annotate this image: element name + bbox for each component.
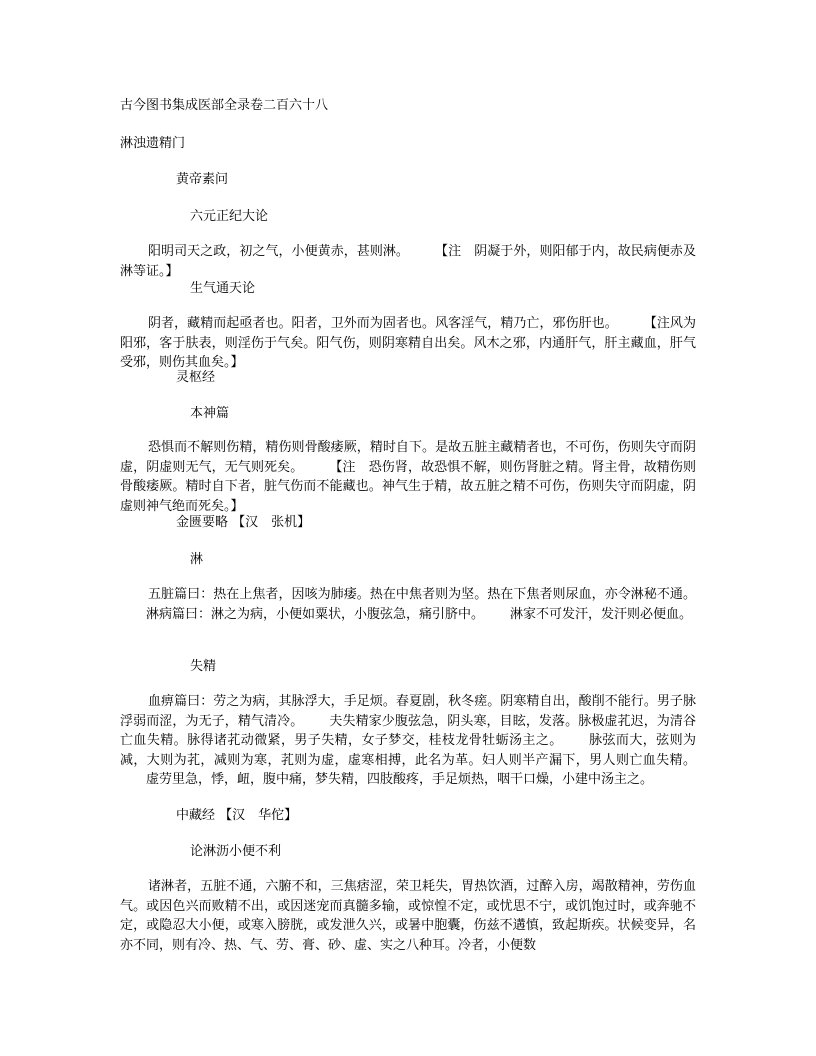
text-paragraph: 阴者，藏精而起亟者也。阳者，卫外而为固者也。风客淫气，精乃亡，邪伤肝也。 【注风为阳邪，客于肤表，则淫伤于气矣。阳气伤，则阴寒精自出矣。风木之邪，内通肝气，肝主藏血，肝气受邪，则伤其血矣。】 — [120, 316, 696, 370]
chapter-heading: 六元正纪大论 — [190, 209, 269, 224]
text-paragraph: 诸淋者，五脏不通，六腑不和，三焦痞涩，荣卫耗失，胃热饮酒，过醉入房，竭散精神，劳伤血气。或因色兴而败精不出，或因迷宠而真髓多输，或惊惶不定，或忧思不宁，或饥饱过时，或奔驰不定，或隐忍大小便，或寒入膀胱，或发泄久兴，或暑中胞囊，伤兹不遘慎，致起斯疾。状候变异，名亦不同，则有冷、热、气、劳、膏、砂、虚、实之八种耳。冷者，小便数 — [120, 879, 696, 953]
commentary-note: 【注风为阳邪，客于肤表，则淫伤于气矣。阳气伤，则阴寒精自出矣。风木之邪，内通肝气，肝主藏血，肝气受邪，则伤其血矣。】 — [120, 316, 696, 370]
chapter-heading: 论淋沥小便不利 — [190, 844, 282, 859]
book-title: 古今图书集成医部全录卷二百六十八 — [120, 98, 329, 113]
source-heading: 金匮要略 【汉 张机】 — [176, 515, 311, 530]
chapter-heading: 淋 — [190, 552, 204, 567]
commentary-note: 【注 阴凝于外，则阳郁于内，故民病便赤及淋等证。】 — [120, 244, 696, 279]
section-title: 淋浊遗精门 — [120, 136, 186, 151]
chapter-heading: 生气通天论 — [190, 281, 256, 296]
commentary-note: 【注 恐伤肾，故恐惧不解，则伤肾脏之精。肾主骨，故精伤则骨酸痿厥。精时自下者，脏气伤而不能藏也。神气生于精，故五脏之精不可伤，伤则失守而阴虚，阴虚则神气绝而死矣。】 — [120, 459, 696, 514]
text-paragraph: 血痹篇曰：劳之为病，其脉浮大，手足烦。春夏剧，秋冬瘥。阴寒精自出，酸削不能行。男子脉浮弱而涩，为无子，精气清冷。 夫失精家少腹弦急，阴头寒，目眩，发落。脉极虚芤迟，为清谷亡血失精。脉得诸芤动微紧，男子失精，女子梦交，桂枝龙骨牡蛎汤主之。 脉弦而大，弦则为减，大则为芤，减则为寒，芤则为虚，虚寒相搏，此名为革。妇人则半产漏下，男人则亡血失精。虚劳里急，悸，衄，腹中痛，梦失精，四肢酸疼，手足烦热，咽干口燥，小建中汤主之。 — [120, 694, 696, 787]
chapter-heading: 失精 — [190, 659, 217, 674]
source-heading: 中藏经 【汉 华佗】 — [176, 808, 298, 823]
source-heading: 黄帝素问 — [176, 172, 229, 187]
text-paragraph: 阳明司天之政，初之气，小便黄赤，甚则淋。 【注 阴凝于外，则阳郁于内，故民病便赤及淋等证。】 — [120, 244, 696, 279]
chapter-heading: 本神篇 — [190, 406, 230, 421]
text-paragraph: 恐惧而不解则伤精，精伤则骨酸痿厥，精时自下。是故五脏主藏精者也，不可伤，伤则失守而阴虚，阴虚则无气，无气则死矣。 【注 恐伤肾，故恐惧不解，则伤肾脏之精。肾主骨，故精伤则骨酸痿厥。精时自下者，脏气伤而不能藏也。神气生于精，故五脏之精不可伤，伤则失守而阴虚，阴虚则神气绝而死矣。】 — [120, 440, 696, 514]
text-paragraph: 五脏篇曰：热在上焦者，因咳为肺痿。热在中焦者则为坚。热在下焦者则尿血，亦令淋秘不通。淋病篇曰：淋之为病，小便如粟状，小腹弦急，痛引脐中。 淋家不可发汗，发汗则必便血。 — [146, 587, 696, 622]
source-heading: 灵枢经 — [176, 370, 216, 385]
